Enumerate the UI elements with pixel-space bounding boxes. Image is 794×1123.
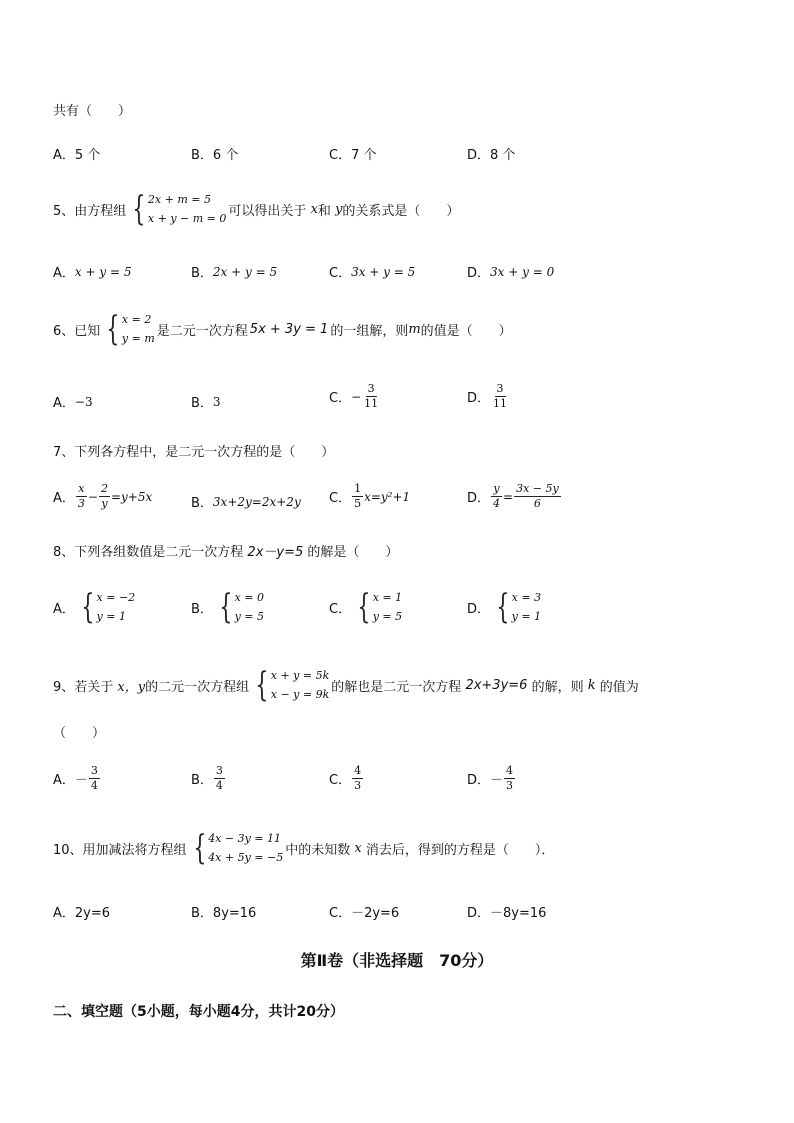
q9-stem: 9、若关于 x，y 的二元一次方程组 { x + y = 5k x − y = 9k 的解也是二元一次方程 2x+3y=6 的解，则 k 的值为 bbox=[53, 665, 639, 705]
q4-option-b: B．6 个 bbox=[191, 148, 239, 163]
q6-stem: 6、已知 { x = 2 y = m 是二元一次方程 5x + 3y = 1 的一组解，则 m 的值是（ ） bbox=[53, 309, 512, 349]
section-title: 第Ⅱ卷（非选择题 70分） bbox=[300, 951, 494, 970]
q8-option-d: D． { x = 3 y = 1 bbox=[467, 587, 542, 627]
q8-stem: 8、下列各组数值是二元一次方程 2x－y=5 的解是（ ） bbox=[53, 545, 399, 560]
q7-option-a: A． $\frac{x}{3}$ − $\frac{2}{y}$ =y+5x bbox=[53, 482, 153, 510]
q7-stem: 7、下列各方程中，是二元一次方程的是（ ） bbox=[53, 445, 335, 460]
q7-option-c: C． $\frac{1}{5}$ x=y²+1 bbox=[329, 482, 411, 510]
q9-option-c: C． $\frac{4}{3}$ bbox=[329, 764, 362, 792]
q6-option-d: D． $\frac{3}{11}$ bbox=[467, 382, 508, 410]
q4-option-a: A．5 个 bbox=[53, 148, 101, 163]
q5-equation-system: { 2x + m = 5 x + y − m = 0 bbox=[132, 189, 227, 229]
q10-stem: 10、用加减法将方程组 { 4x − 3y = 11 4x + 5y = −5 中的未知数 x 消去后，得到的方程是（ ）． bbox=[53, 828, 555, 868]
q8-option-c: C． { x = 1 y = 5 bbox=[329, 587, 403, 627]
q5-option-a: A． x + y = 5 bbox=[53, 264, 132, 281]
q9-option-b: B． $\frac{3}{4}$ bbox=[191, 764, 223, 792]
q4-option-d: D．8 个 bbox=[467, 148, 516, 163]
q6-solution-system: { x = 2 y = m bbox=[106, 309, 155, 349]
q5-option-b: B． 2x + y = 5 bbox=[191, 264, 278, 281]
q6-option-c: C． − $\frac{3}{11}$ bbox=[329, 382, 379, 410]
q7-option-b: B． 3x+2y=2x+2y bbox=[191, 494, 301, 511]
q4-stem-tail bbox=[53, 100, 131, 119]
section2-heading: 二、填空题（5小题，每小题4分，共计20分） bbox=[53, 1004, 344, 1020]
q8-option-a: A． { x = −2 y = 1 bbox=[53, 587, 136, 627]
q4-option-c: C．7 个 bbox=[329, 148, 377, 163]
q10-option-c: C．－2y=6 bbox=[329, 906, 400, 921]
q4-stem-text: 共有（ ） bbox=[53, 104, 132, 119]
q5-option-c: C． 3x + y = 5 bbox=[329, 264, 416, 281]
q9-equation-system: { x + y = 5k x − y = 9k bbox=[255, 665, 330, 705]
q5-option-d: D． 3x + y = 0 bbox=[467, 264, 555, 281]
q9-paren: （ ） bbox=[53, 726, 106, 741]
q6-option-b: B． 3 bbox=[191, 394, 221, 411]
q5-stem: 5、由方程组 { 2x + m = 5 x + y − m = 0 可以得出关于 x 和 y 的关系式是（ ） bbox=[53, 189, 460, 229]
q10-option-d: D．－8y=16 bbox=[467, 906, 547, 921]
q6-option-a: A． −3 bbox=[53, 394, 93, 411]
q9-option-a: A． － $\frac{3}{4}$ bbox=[53, 764, 98, 792]
q10-option-a: A．2y=6 bbox=[53, 906, 111, 921]
q8-option-b: B． { x = 0 y = 5 bbox=[191, 587, 264, 627]
q10-option-b: B．8y=16 bbox=[191, 906, 257, 921]
q10-equation-system: { 4x − 3y = 11 4x + 5y = −5 bbox=[192, 828, 284, 868]
q7-option-d: D． $\frac{y}{4}$ = $\frac{3x - 5y}{6}$ bbox=[467, 482, 559, 510]
q9-option-d: D． － $\frac{4}{3}$ bbox=[467, 764, 514, 792]
